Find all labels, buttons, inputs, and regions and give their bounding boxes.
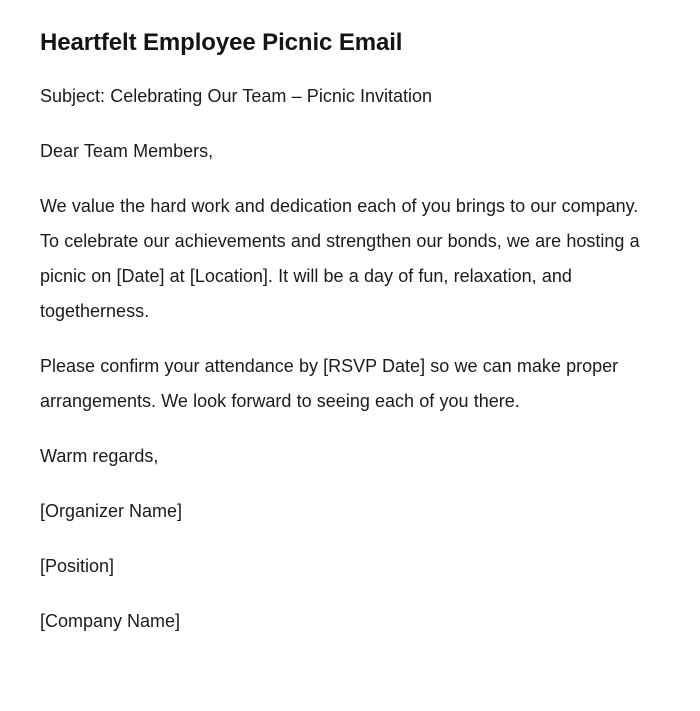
email-closing: Warm regards, [40,446,159,466]
signature-position: [Position] [40,556,115,576]
email-greeting: Dear Team Members, [40,141,214,161]
signature-company-name: [Company Name] [40,611,181,631]
page-title: Heartfelt Employee Picnic Email [40,29,403,56]
signature-organizer-name: [Organizer Name] [40,501,183,521]
email-body-paragraph-2: Please confirm your attendance by [RSVP Date] so we can make proper arrangements. We look forward to seeing each of you there. [40,356,619,411]
email-subject-line: Subject: Celebrating Our Team – Picnic Invitation [40,86,433,106]
email-body-paragraph-1: We value the hard work and dedication each of you brings to our company. To celebrate our achievements and strengthen our bonds, we are hosting a picnic on [Date] at [Location]. It will be a day of fun, relaxation, and togetherness. [40,196,640,321]
